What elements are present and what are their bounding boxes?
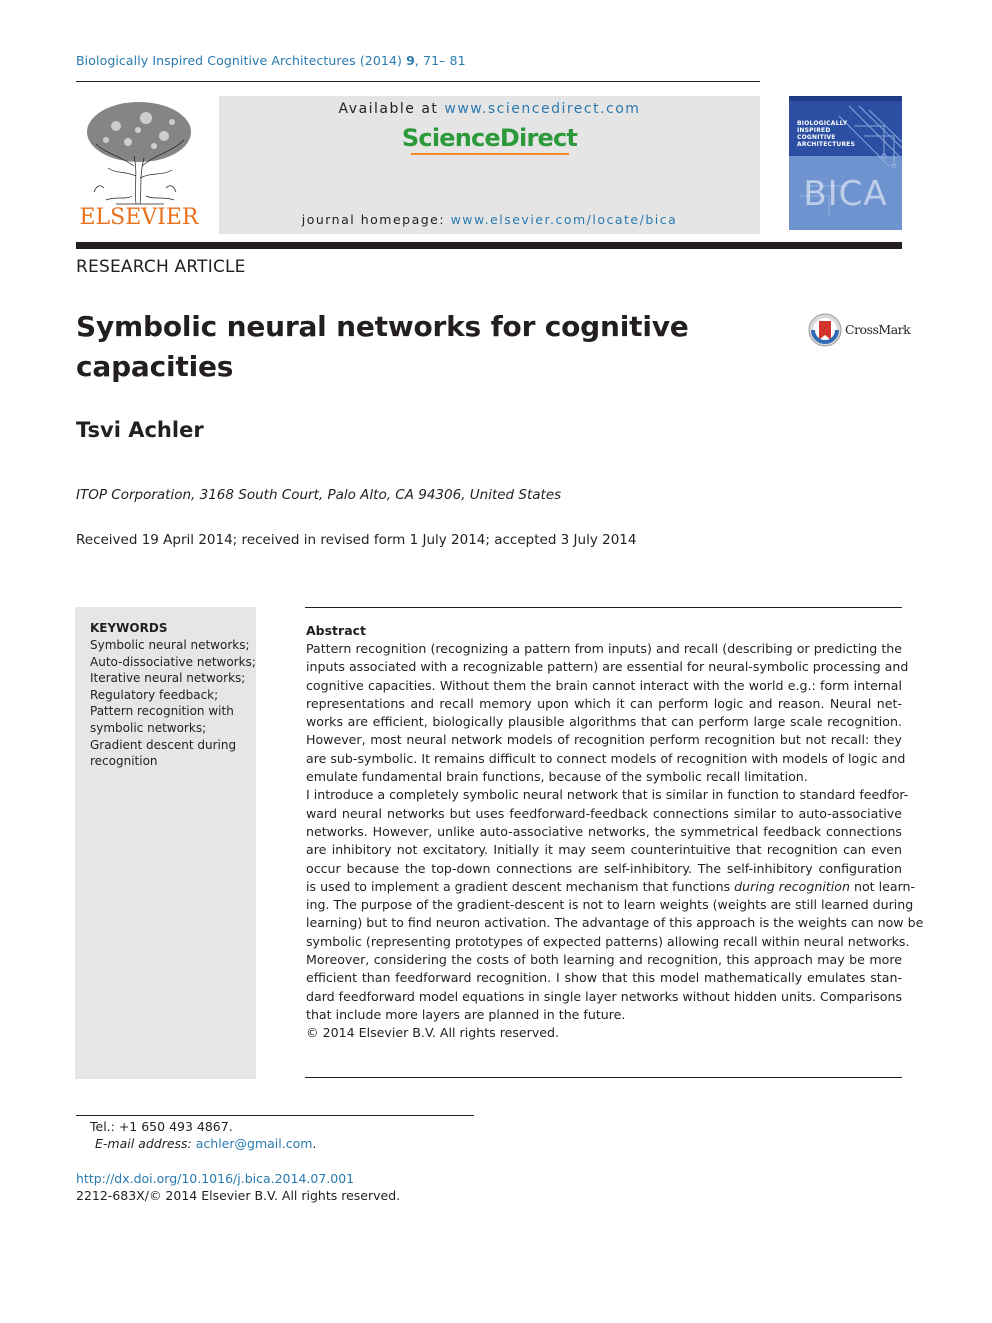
homepage-label: journal homepage: bbox=[301, 212, 446, 227]
article-title bbox=[76, 307, 756, 387]
journal-volume: 9 bbox=[406, 53, 415, 68]
abstract-line: efficient than feedforward recognition. I show that this model mathematically emulates stan- bbox=[306, 970, 902, 986]
abstract-line: dard feedforward model equations in single layer networks without hidden units. Comparisons bbox=[306, 988, 902, 1004]
keywords-list bbox=[90, 637, 256, 770]
sciencedirect-link[interactable]: www.sciencedirect.com bbox=[444, 101, 641, 117]
abstract-line: ward neural networks but uses feedforward-feedback connections similar to auto-associative bbox=[306, 805, 902, 821]
keyword-line: Auto-dissociative networks; bbox=[90, 654, 256, 669]
abstract-line: are inhibitory not excitatory. Initially it may seem counterintuitive that recognition can even bbox=[306, 842, 902, 858]
sciencedirect-logo: ScienceDirect bbox=[401, 124, 578, 152]
keyword-line: Pattern recognition with bbox=[90, 704, 234, 719]
available-at-line bbox=[219, 101, 760, 117]
copyright-line: © 2014 Elsevier B.V. All rights reserved. bbox=[306, 1025, 560, 1041]
abstract-line: cognitive capacities. Without them the brain cannot interact with the world e.g.: form internal bbox=[306, 677, 902, 693]
cover-title: BIOLOGICALLY INSPIRED COGNITIVE ARCHITECTURES bbox=[797, 120, 856, 148]
abstract-line: I introduce a completely symbolic neural network that is similar in function to standard feedfor- bbox=[306, 787, 909, 803]
crossmark-icon[interactable] bbox=[808, 313, 842, 347]
title-line-1: Symbolic neural networks for cognitive bbox=[76, 310, 689, 343]
abstract-line: is used to implement a gradient descent mechanism that functions during recognition not learn- bbox=[306, 878, 916, 894]
publisher-name: ELSEVIER bbox=[79, 205, 199, 230]
emphasis-text: during recognition bbox=[734, 878, 850, 894]
abstract-bottom-rule bbox=[305, 1077, 902, 1078]
abstract-line: However, most neural network models of recognition perform recognition but not recall: they bbox=[306, 732, 902, 748]
abstract-line: representations and recall memory upon which it can perform logic and reason. Neural net- bbox=[306, 695, 902, 711]
email-label: E-mail address: bbox=[95, 1136, 192, 1151]
author-affiliation: ITOP Corporation, 3168 South Court, Palo Alto, CA 94306, United States bbox=[76, 487, 562, 503]
keywords-heading: KEYWORDS bbox=[90, 621, 168, 635]
keyword-line: symbolic networks; bbox=[90, 720, 207, 735]
abstract-body bbox=[306, 640, 924, 1043]
keyword-line: Symbolic neural networks; bbox=[90, 638, 250, 652]
keyword-line: Iterative neural networks; bbox=[90, 671, 246, 686]
issn-copyright: 2212-683X/© 2014 Elsevier B.V. All rights reserved. bbox=[76, 1188, 401, 1203]
abstract-line: symbolic (representing prototypes of expected patterns) allowing recall within neural networks. bbox=[306, 933, 910, 949]
abstract-line: learning) but to find neuron activation. The advantage of this approach is the weights can now be bbox=[306, 915, 924, 931]
keyword-line: recognition bbox=[90, 754, 158, 769]
keyword-line: Regulatory feedback; bbox=[90, 687, 219, 702]
doi-link[interactable]: http://dx.doi.org/10.1016/j.bica.2014.07.001 bbox=[76, 1171, 355, 1186]
author-name: Tsvi Achler bbox=[76, 418, 204, 442]
footnote-telephone: Tel.: +1 650 493 4867. bbox=[90, 1119, 233, 1134]
abstract-line: occur because the top-down connections are self-inhibitory. The self-inhibitory configuration bbox=[306, 860, 902, 876]
cover-bica-mark: BICA bbox=[803, 174, 888, 214]
abstract-line: are sub-symbolic. It remains difficult to connect models of recognition with models of logic and bbox=[306, 750, 906, 766]
email-link[interactable]: achler@gmail.com bbox=[195, 1136, 313, 1151]
abstract-line: networks. However, unlike auto-associative networks, the symmetrical feedback connections bbox=[306, 823, 902, 839]
abstract-line: ing. The purpose of the gradient-descent is not to learn weights (weights are still learned during bbox=[306, 897, 914, 913]
available-label: Available at bbox=[338, 101, 439, 117]
keyword-line: Gradient descent during bbox=[90, 737, 237, 752]
journal-pages: 71– 81 bbox=[423, 53, 466, 68]
article-dates: Received 19 April 2014; received in revised form 1 July 2014; accepted 3 July 2014 bbox=[76, 532, 637, 548]
abstract-line: Pattern recognition (recognizing a pattern from inputs) and recall (describing or predicting the bbox=[306, 641, 902, 656]
sciencedirect-logo-underline bbox=[411, 153, 569, 155]
article-type: RESEARCH ARTICLE bbox=[76, 257, 246, 277]
footnote-email: E-mail address: achler@gmail.com. bbox=[95, 1136, 317, 1151]
journal-homepage-line bbox=[219, 212, 760, 227]
abstract-top-rule bbox=[305, 607, 902, 608]
journal-reference[interactable]: Biologically Inspired Cognitive Architectures (2014) 9, 71– 81 bbox=[76, 53, 466, 68]
journal-name[interactable]: Biologically Inspired Cognitive Architectures (2014) bbox=[76, 53, 402, 68]
journal-homepage-link[interactable]: www.elsevier.com/locate/bica bbox=[450, 212, 678, 227]
abstract-heading: Abstract bbox=[306, 623, 367, 638]
header-divider bbox=[76, 81, 760, 82]
abstract-line: works are efficient, biologically plausible algorithms that can perform large scale recognition. bbox=[306, 714, 902, 730]
title-line-2: capacities bbox=[76, 350, 234, 383]
abstract-line: that include more layers are planned in the future. bbox=[306, 1006, 626, 1022]
abstract-line: emulate fundamental brain functions, because of the symbolic recall limitation. bbox=[306, 769, 808, 785]
footnote-rule bbox=[76, 1115, 474, 1116]
abstract-line: inputs associated with a recognizable pattern) are essential for neural-symbolic processing and bbox=[306, 659, 909, 675]
abstract-line: Moreover, considering the costs of both learning and recognition, this approach may be more bbox=[306, 952, 902, 968]
header-thick-rule bbox=[76, 242, 902, 249]
crossmark-label[interactable]: CrossMark bbox=[845, 322, 911, 337]
journal-cover-image bbox=[789, 96, 902, 230]
